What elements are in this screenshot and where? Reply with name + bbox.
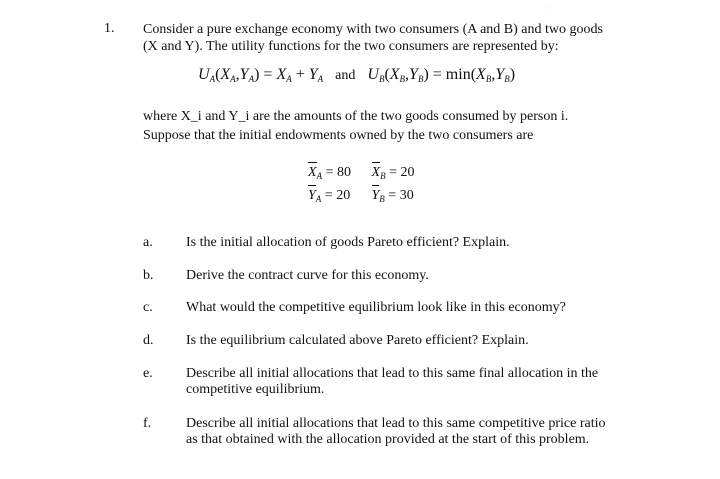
question-text: What would the competitive equilibrium look like in this economy? <box>186 300 566 315</box>
utility-a-formula: $U_A(X_A,Y_A) = X_A + Y_A$ <box>198 66 324 84</box>
question-text: Describe all initial allocations that lead to this same final allocation in the competitive equilibrium. <box>186 366 599 397</box>
stray-mark: · <box>545 4 548 13</box>
question-letter: c. <box>143 300 153 315</box>
endowment-row-y <box>308 186 414 209</box>
problem-number: 1. <box>104 21 115 36</box>
and-word: and <box>335 68 356 83</box>
where-text: where X_i and Y_i are the amounts of the two goods consumed by person i. Suppose that the initial endowments owned by the two consumers are <box>143 109 569 143</box>
endowment-xa: $X_A = 80$ <box>308 165 351 181</box>
question-letter: f. <box>143 416 152 431</box>
endowment-ya: $Y_A = 20$ <box>308 188 351 204</box>
utility-b-formula: $U_B(X_B,Y_B) = \min(X_B,Y_B)$ <box>367 66 516 84</box>
problem-intro: Consider a pure exchange economy with two consumers (A and B) and two goods (X and Y). The utility functions for the two consumers are represented by: <box>143 22 603 54</box>
question-text: Is the initial allocation of goods Pareto efficient? Explain. <box>186 235 510 250</box>
question-letter: d. <box>143 333 154 348</box>
question-letter: b. <box>143 268 154 283</box>
question-text: Is the equilibrium calculated above Pareto efficient? Explain. <box>186 333 529 348</box>
endowment-row-x <box>308 163 414 186</box>
endowments <box>308 163 414 209</box>
endowment-xb: $X_B = 20$ <box>371 165 415 181</box>
question-text: Describe all initial allocations that lead to this same competitive price ratio as that obtained with the allocation provided at the start of this problem. <box>186 416 606 447</box>
question-letter: a. <box>143 235 153 250</box>
question-text: Derive the contract curve for this economy. <box>186 268 429 283</box>
question-letter: e. <box>143 366 153 381</box>
endowment-yb: $Y_B = 30$ <box>371 188 414 204</box>
utility-functions <box>198 66 515 84</box>
